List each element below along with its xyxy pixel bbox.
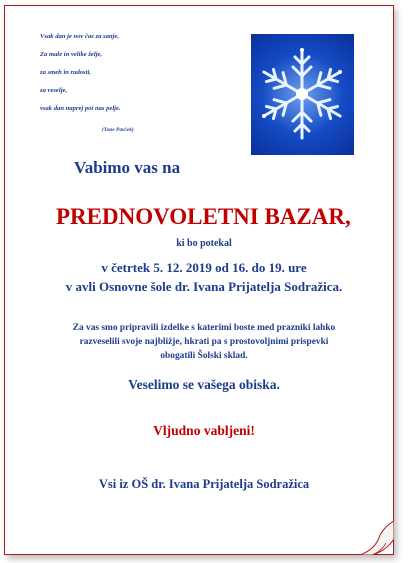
snowflake-icon bbox=[251, 34, 354, 155]
page-curl-icon bbox=[360, 521, 394, 555]
description-paragraph bbox=[0, 321, 408, 363]
event-date: v četrtek 5. 12. 2019 od 16. do 19. ure bbox=[101, 260, 307, 275]
event-location: v avli Osnovne šole dr. Ivana Prijatelja Sodražica. bbox=[65, 279, 343, 294]
invite-heading: Vabimo vas na bbox=[74, 158, 181, 177]
closing-message: Veselimo se vašega obiska. bbox=[128, 377, 280, 392]
description-line-2: razveselili svoje najbližje, hkrati pa s prostovoljnimi prispevki bbox=[79, 337, 329, 347]
event-title: PREDNOVOLETNI BAZAR, bbox=[56, 204, 351, 229]
poem-author: (Tone Pavček) bbox=[102, 127, 134, 133]
poem-line-1: Vsak dan je nov čas za sanje. bbox=[40, 33, 119, 40]
event-intro: ki bo potekal bbox=[176, 238, 232, 249]
poem-line-4: za veselje, bbox=[40, 87, 68, 94]
poem-line-2: Za male in velike želje, bbox=[40, 51, 103, 58]
welcome-message: Vljudno vabljeni! bbox=[153, 423, 255, 438]
poem-line-5: vsak dan naprej pot nas pelje. bbox=[40, 105, 121, 112]
description-line-1: Za vas smo pripravili izdelke s katerimi boste med prazniki lahko bbox=[72, 323, 336, 333]
signature: Vsi iz OŠ dr. Ivana Prijatelja Sodražica bbox=[98, 477, 310, 491]
poem-line-3: za smeh in radosti, bbox=[40, 69, 91, 76]
description-line-3: obogatili Šolski sklad. bbox=[160, 351, 248, 361]
